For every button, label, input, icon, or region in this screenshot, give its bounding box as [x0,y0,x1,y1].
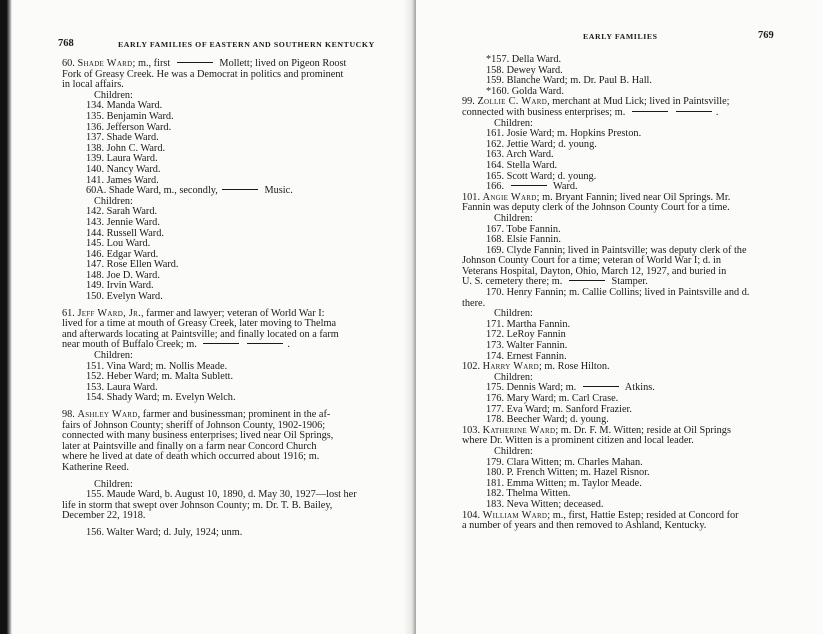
line-text: in local affairs. [62,79,124,91]
line-text-after-blank: Music. [261,185,293,197]
line-text: 178. Beecher Ward; d. young. [486,414,609,426]
blank-name-rule [203,343,239,344]
person-name: Zollie C. Ward [477,96,548,108]
blank-name-rule [676,111,712,112]
line-text: 172. LeRoy Fannin [486,329,566,341]
blank-name-rule [177,62,213,63]
entry-number: 60. [62,58,78,69]
entry-number: 61. [62,307,78,319]
text-line [462,521,817,532]
person-name: Jeff Ward, Jr. [77,307,142,319]
line-text: where he lived at date of death which occurred about 1916; m. [62,451,320,463]
entry-text: ; m. Rose Hilton. [538,361,610,373]
line-text: 146. Edgar Ward. [86,248,159,260]
line-text: 171. Martha Fannin. [486,318,571,330]
line-text: 169. Clyde Fannin; lived in Paintsville; was deputy clerk of the [486,244,747,256]
child-entry [62,528,407,539]
line-text: 166. [486,181,507,193]
child-entry [62,393,407,404]
entry-number: 104. [462,509,483,521]
entry-text: ; m., first [132,58,173,69]
entry-number: 103. [462,424,483,436]
line-text: Katherine Reed. [62,461,129,473]
line-text: Children: [494,212,533,224]
line-text: Children: [94,195,133,207]
line-text: Children: [494,371,533,383]
line-text: 159. Blanche Ward; m. Dr. Paul B. Hall. [486,75,652,87]
text-line [62,463,407,474]
line-text: 140. Nancy Ward. [86,163,161,175]
line-text: Children: [94,350,133,362]
line-text: 135. Benjamin Ward. [86,110,174,122]
line-text: 144. Russell Ward. [86,227,164,239]
line-text: Children: [494,117,533,129]
line-text: 153. Laura Ward. [86,381,158,393]
entry-text: ; m., first, Hattie Estep; resided at Concord for [547,509,739,521]
line-text: Children: [494,445,533,457]
entry-text: ; m. Bryant Fannin; lived near Oil Springs. Mr. [536,191,731,203]
line-text-after-blank: . [287,339,290,351]
line-text: 158. Dewey Ward. [486,64,563,76]
child-entry [462,288,817,299]
line-text: life in storm that swept over Johnson County; m. Dr. T. B. Bailey, [62,499,333,511]
line-text: 180. P. French Witten; m. Hazel Risnor. [486,467,650,479]
blank-name-rule [583,386,619,387]
right-running-head: EARLY FAMILIES [583,32,658,41]
line-text: near mouth of Buffalo Creek; m. [62,339,200,351]
page-edge-shadow [0,0,12,634]
blank-name-rule [511,185,547,186]
line-text: 167. Tobe Fannin. [486,223,561,235]
right-page [416,0,823,634]
person-name: Harry Ward [482,361,539,373]
line-text: 60A. Shade Ward, m., secondly, [86,185,218,197]
line-text: Fannin was deputy clerk of the Johnson County Court for a time. [462,202,730,214]
line-text: 156. Walter Ward; d. July, 1924; unm. [86,526,243,538]
line-text: 175. Dennis Ward; m. [486,382,579,394]
line-text: connected with business enterprises; m. [462,106,628,118]
line-text: fairs of Johnson County; sheriff of Johnson County, 1902-1906; [62,419,326,431]
line-text-after-blank: Stamper. [608,276,648,288]
line-text: 177. Eva Ward; m. Sanford Frazier. [486,403,632,415]
person-name: Katherine Ward [482,424,556,436]
line-text: 152. Heber Ward; m. Malta Sublett. [86,371,234,383]
line-text: 182. Thelma Witten. [486,488,571,500]
child-entry [462,172,817,183]
entry-number: 101. [462,191,483,203]
blank-name-rule [222,189,258,190]
line-text: Children: [94,89,133,101]
text-line [62,511,407,522]
left-running-head: EARLY FAMILIES OF EASTERN AND SOUTHERN KENTUCKY [118,40,375,49]
line-text: 149. Irvin Ward. [86,280,154,292]
line-text: connected with many business enterprises; lived near Oil Springs, [62,430,334,442]
line-text: U. S. cemetery there; m. [462,276,565,288]
left-page-number: 768 [58,38,74,49]
line-text: there. [462,297,486,309]
person-name: Shade Ward [77,58,133,69]
line-text: 174. Ernest Fannin. [486,350,567,362]
entry-text: , farmer and businessman; prominent in the af- [137,409,331,420]
line-text: 134. Manda Ward. [86,100,163,112]
line-text: a number of years and then removed to Ashland, Kentucky. [462,520,707,532]
entry-text: ; m. Dr. F. M. Witten; reside at Oil Springs [555,424,731,436]
entry-number: 99. [462,96,478,108]
line-text: 183. Neva Witten; deceased. [486,498,604,510]
blank-name-rule [632,111,668,112]
line-text-after-blank: Atkins. [622,382,655,394]
line-text: 145. Lou Ward. [86,238,151,250]
line-text: *160. Golda Ward. [486,85,564,97]
line-text: December 22, 1918. [62,510,146,522]
line-text: 141. James Ward. [86,174,159,186]
line-text: 143. Jennie Ward. [86,216,160,228]
right-page-number: 769 [758,30,774,41]
line-text: later at Paintsville and finally on a farm near Concord Church [62,440,317,452]
line-text: and afterwards locating at Paintsville; and finally located on a farm [62,328,339,340]
line-text: 136. Jefferson Ward. [86,121,172,133]
line-text: 170. Henry Fannin; m. Callie Collins; lived in Paintsville and d. [486,287,750,299]
line-text: *157. Della Ward. [486,54,562,65]
line-text: Children: [494,308,533,320]
line-text: 165. Scott Ward; d. young. [486,170,597,182]
line-text: Children: [94,478,133,490]
blank-name-rule [247,343,283,344]
person-name: Ashley Ward [77,409,138,420]
right-page-body [462,55,817,532]
line-text: Fork of Greasy Creek. He was a Democrat in politics and prominent [62,68,344,80]
line-text: 161. Josie Ward; m. Hopkins Preston. [486,128,642,140]
line-text: lived for a time at mouth of Greasy Creek, later moving to Thelma [62,318,337,330]
line-text: 154. Shady Ward; m. Evelyn Welch. [86,392,236,404]
line-text: 176. Mary Ward; m. Carl Crase. [486,393,619,404]
line-text: 150. Evelyn Ward. [86,291,163,303]
entry-number: 102. [462,361,483,373]
line-text: 148. Joe D. Ward. [86,269,160,281]
blank-name-rule [569,280,605,281]
person-name: Angie Ward [482,191,537,203]
line-text-after-blank: . [715,106,719,118]
line-text: 151. Vina Ward; m. Nollis Meade. [86,360,228,372]
entry-number: 98. [62,409,78,420]
child-entry [62,292,407,303]
entry-text: , merchant at Mud Lick; lived in Paintsville; [547,96,730,108]
line-text: 137. Shade Ward. [86,132,159,144]
line-text-after-blank: Mollett; lived on Pigeon Roost [216,58,347,69]
line-text: Veterans Hospital, Dayton, Ohio, March 12, 1927, and buried in [462,265,727,277]
line-text: 181. Emma Witten; m. Taylor Meade. [486,477,642,489]
line-text: 139. Laura Ward. [86,153,158,165]
line-text-after-blank: Ward. [550,181,578,193]
entry-text: , farmer and lawyer; veteran of World War I: [141,307,325,319]
line-text: Johnson County Court for a time; veteran of World War I; d. in [462,255,722,267]
line-text: where Dr. Witten is a prominent citizen and local leader. [462,435,694,447]
line-text: 142. Sarah Ward. [86,206,158,218]
line-text: 162. Jettie Ward; d. young. [486,138,597,150]
line-text: 164. Stella Ward. [486,159,558,171]
left-page-body [62,59,407,539]
line-text: 147. Rose Ellen Ward. [86,259,179,271]
line-text: 179. Clara Witten; m. Charles Mahan. [486,456,643,468]
line-text: 168. Elsie Fannin. [486,234,561,246]
line-text: 155. Maude Ward, b. August 10, 1890, d. May 30, 1927—lost her [86,489,357,501]
line-text: 138. John C. Ward. [86,142,166,154]
line-text: 163. Arch Ward. [486,149,554,161]
line-text: 173. Walter Fannin. [486,340,568,352]
person-name: William Ward [482,509,548,521]
